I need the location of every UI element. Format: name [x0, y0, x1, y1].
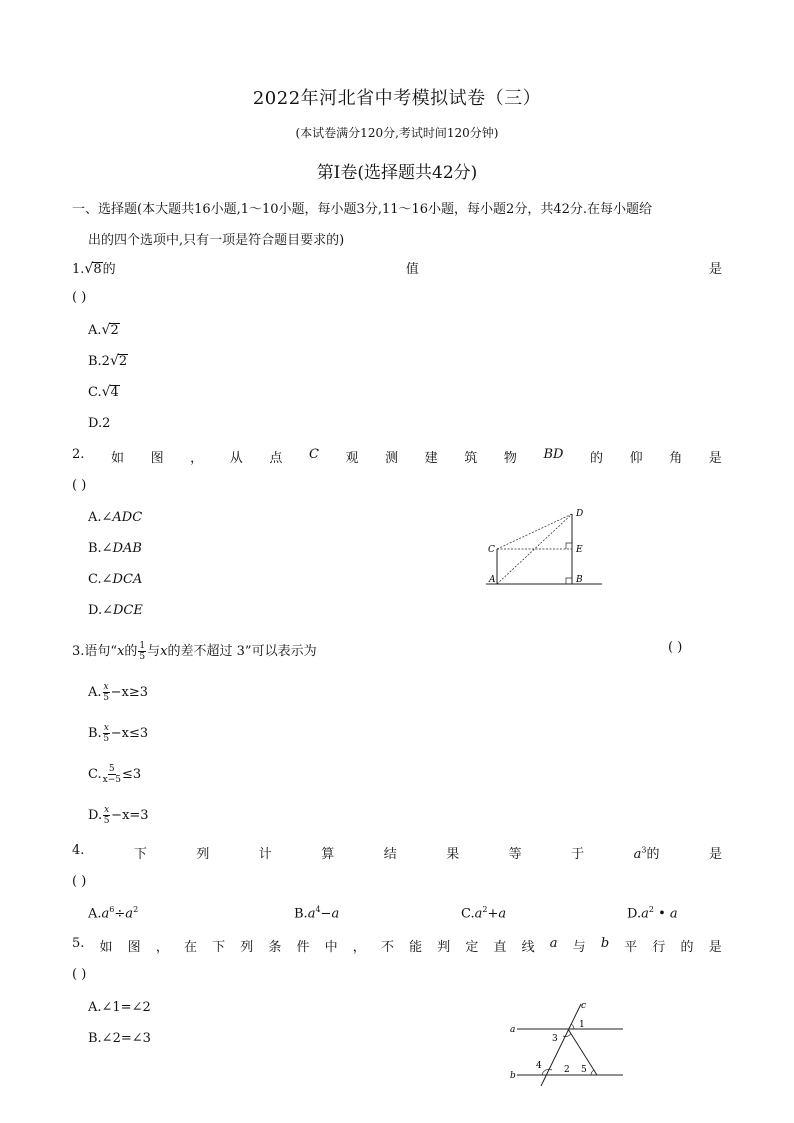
question-1-answer-paren: ( )	[72, 290, 87, 305]
question-4-word: 计	[258, 847, 272, 862]
label-angle-2: 2	[564, 1065, 570, 1075]
question-5-word: 中	[324, 940, 338, 955]
question-3-option-d: D. $\frac{x}{5}$ −x=3	[88, 805, 149, 826]
question-5-word: ，	[352, 940, 366, 955]
label-d: D	[576, 509, 584, 519]
question-2-word: 仰	[629, 451, 643, 466]
label-e: E	[576, 545, 583, 555]
question-2-word: C	[308, 447, 319, 462]
exam-subtitle: (本试卷满分120分,考试时间120分钟)	[295, 126, 499, 140]
question-5-word: a	[549, 936, 558, 951]
question-3-answer-paren: ( )	[668, 640, 683, 655]
question-4-word: 于	[571, 847, 585, 862]
question-4-word: 果	[446, 847, 460, 862]
angle-arc-1	[571, 1024, 574, 1029]
fraction-one-fifth: $\frac{1}{5}$	[139, 641, 146, 662]
question-4-option-c: $C.a^2+a$	[461, 905, 507, 922]
question-4-stem	[72, 843, 722, 862]
question-1-option-c: C.√4	[88, 384, 119, 400]
question-5-word: 能	[409, 940, 423, 955]
right-angle-mark-b	[566, 578, 572, 584]
label-a: A	[489, 575, 496, 585]
question-2-word: 2.	[72, 447, 85, 462]
section-heading: 第Ⅰ卷(选择题共42分)	[316, 163, 478, 183]
question-2-word: 如	[110, 451, 124, 466]
question-4-word: 下	[133, 847, 147, 862]
question-5-word: 线	[521, 940, 535, 955]
question-4-option-d: $D.a^2$ • a	[627, 905, 678, 922]
question-3-stem: 3.语句“x的 $\frac{1}{5}$ 与x的差不超过 3”可以表示为	[72, 641, 317, 662]
question-4-word: 结	[383, 847, 397, 862]
question-2-option-d: D.∠DCE	[88, 603, 143, 618]
question-5-word: 条	[268, 940, 282, 955]
question-2-word: 角	[669, 451, 683, 466]
question-2-word: 的	[590, 451, 604, 466]
question-5-word: ，	[155, 940, 169, 955]
question-2-word: 从	[229, 451, 243, 466]
question-5-word: 5.	[72, 936, 85, 951]
label-c: C	[488, 545, 495, 555]
question-5-word: 下	[212, 940, 226, 955]
label-angle-1: 1	[579, 1020, 585, 1030]
question-4-option-a: $A.a^6\div a^2$	[88, 905, 139, 922]
question-2-word: 筑	[464, 451, 478, 466]
question-5-word: 平	[624, 940, 638, 955]
question-2-option-b: B.∠DAB	[88, 541, 142, 556]
exam-title: 2022年河北省中考模拟试卷（三）	[252, 88, 542, 109]
angle-arc-5	[591, 1070, 594, 1075]
question-4-word: 4.	[72, 843, 85, 858]
question-5-word: 判	[437, 940, 451, 955]
question-4-word: 算	[321, 847, 335, 862]
question-2-word: BD	[543, 447, 564, 462]
question-5-word: 如	[99, 940, 113, 955]
question-5-word: 行	[652, 940, 666, 955]
label-angle-4: 4	[536, 1061, 542, 1071]
question-5-word: 与	[572, 940, 586, 955]
question-2-word: 物	[503, 451, 517, 466]
question-1-word: 值	[405, 262, 419, 277]
label-angle-3: 3	[552, 1034, 558, 1044]
instruction-line-2: 出的四个选项中,只有一项是符合题目要求的)	[88, 233, 345, 248]
label-angle-5: 5	[581, 1065, 587, 1075]
question-5-word: 是	[708, 940, 722, 955]
question-5-answer-paren: ( )	[72, 967, 87, 982]
question-3-option-b: B. $\frac{x}{5}$ −x≤3	[88, 723, 149, 744]
parallel-lines-figure	[505, 998, 630, 1088]
question-1-option-a: A.√2	[88, 322, 119, 338]
question-5-option-b: B.∠2=∠3	[88, 1031, 151, 1046]
question-1-stem	[72, 258, 722, 277]
question-5-word: 不	[380, 940, 394, 955]
question-5-word: 定	[465, 940, 479, 955]
building-elevation-figure	[484, 505, 604, 590]
label-b: B	[576, 575, 583, 585]
question-2-word: 测	[385, 451, 399, 466]
question-5-option-a: A.∠1=∠2	[88, 1000, 151, 1015]
question-5-word: 直	[493, 940, 507, 955]
question-2-option-c: C.∠DCA	[88, 572, 143, 587]
question-1-option-d: D.2	[88, 416, 111, 431]
question-5-word: 图	[127, 940, 141, 955]
sight-line-cd	[497, 514, 572, 549]
right-angle-mark-e	[566, 543, 572, 549]
question-2-word: 点	[269, 451, 283, 466]
question-5-word: b	[600, 936, 610, 951]
question-1-lead: 1.√8的	[72, 261, 116, 277]
question-2-stem	[72, 447, 722, 466]
label-b: b	[510, 1071, 516, 1081]
question-4-word: 等	[508, 847, 522, 862]
question-2-word: 图	[150, 451, 164, 466]
label-c: c	[581, 1001, 587, 1011]
question-5-word: 的	[680, 940, 694, 955]
question-2-word: ，	[190, 451, 204, 466]
question-5-word: 在	[183, 940, 197, 955]
question-1-option-b: B.2√2	[88, 353, 128, 369]
question-4-answer-paren: ( )	[72, 874, 87, 889]
label-a: a	[510, 1025, 516, 1035]
instruction-line-1: 一、选择题(本大题共16小题,1～10小题，每小题3分,11～16小题，每小题2分，共42分.在每小题给	[72, 202, 652, 217]
question-3-option-a: A. $\frac{x}{5}$ −x≥3	[88, 682, 148, 703]
question-4-word: 列	[196, 847, 210, 862]
question-2-word: 建	[424, 451, 438, 466]
question-4-word: $a^3$的	[633, 845, 660, 862]
question-5-word: 列	[240, 940, 254, 955]
question-2-word: 是	[708, 451, 722, 466]
question-3-option-c: C. $\frac{5}{x-5}$ ≤3	[88, 764, 142, 785]
transversal-c	[541, 1004, 581, 1086]
question-4-word: 是	[708, 847, 722, 862]
question-5-stem	[72, 936, 722, 955]
question-2-answer-paren: ( )	[72, 478, 87, 493]
question-2-word: 观	[345, 451, 359, 466]
question-2-option-a: A.∠ADC	[88, 510, 143, 525]
question-4-option-b: $B.a^4-a$	[294, 905, 340, 922]
question-1-word: 是	[708, 262, 722, 277]
question-5-word: 件	[296, 940, 310, 955]
